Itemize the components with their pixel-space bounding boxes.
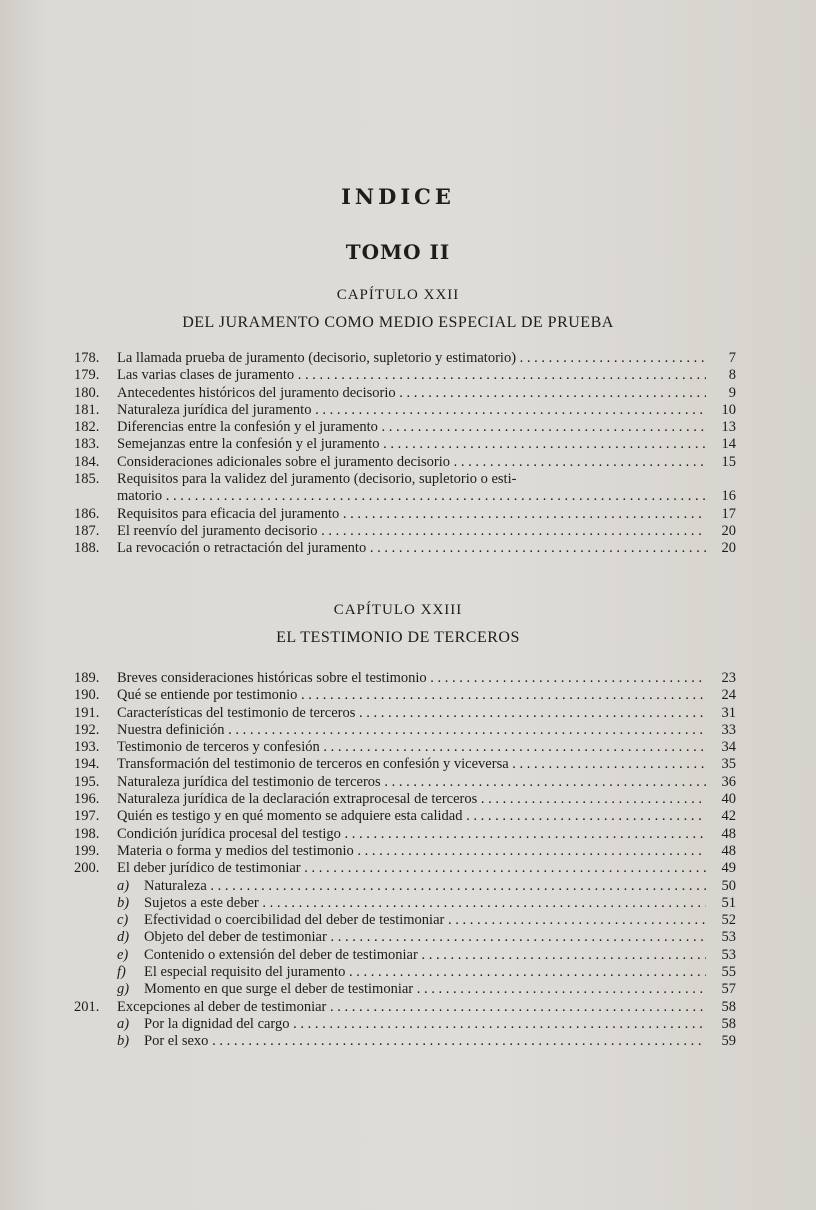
subentry-letter: a)	[117, 1015, 130, 1032]
toc-subentry	[0, 964, 816, 981]
entry-number: 191.	[74, 704, 100, 721]
toc-entry	[0, 523, 816, 540]
entry-text: Diferencias entre la confesión y el juramento . . .	[117, 419, 706, 436]
chapter-xxii-entries	[0, 350, 816, 558]
toc-entry	[0, 687, 816, 704]
page-number: 16	[721, 488, 736, 505]
page-number: 33	[721, 721, 736, 738]
entry-text: Naturaleza jurídica del juramento . . .	[117, 402, 706, 419]
toc-subentry	[0, 1016, 816, 1033]
entry-number: 190.	[74, 687, 100, 704]
entry-text: Testimonio de terceros y confesión . . .	[117, 739, 706, 756]
page-number: 53	[721, 929, 736, 946]
entry-text: Contenido o extensión del deber de testimoniar . . .	[144, 947, 706, 964]
entry-number: 182.	[74, 419, 100, 436]
entry-text: Naturaleza jurídica del testimonio de terceros . . .	[117, 774, 706, 791]
toc-entry	[0, 419, 816, 436]
page-number: 58	[721, 998, 736, 1015]
subentry-letter: e)	[117, 946, 129, 963]
toc-entry	[0, 791, 816, 808]
page-number: 40	[721, 791, 736, 808]
page-number: 34	[721, 739, 736, 756]
entry-number: 201.	[74, 998, 100, 1015]
toc-entry	[0, 385, 816, 402]
page-number: 52	[721, 912, 736, 929]
entry-number: 183.	[74, 436, 100, 453]
chapter-label: CAPÍTULO XXIII	[333, 602, 463, 618]
entry-text: Momento en que surge el deber de testimoniar . . .	[144, 981, 706, 998]
page-number: 7	[728, 350, 736, 366]
entry-text: Qué se entiende por testimonio . . .	[117, 687, 706, 704]
toc-entry	[0, 402, 816, 419]
page-number: 10	[721, 401, 736, 418]
entry-text: Materia o forma y medios del testimonio . . .	[117, 843, 706, 860]
chapter-xxiii-heading	[0, 602, 796, 647]
toc-entry	[0, 705, 816, 722]
volume-title: TOMO II	[345, 240, 451, 264]
subentry-letter: g)	[117, 981, 130, 998]
page-number: 17	[721, 505, 736, 522]
entry-text: Nuestra definición . . .	[117, 722, 706, 739]
entry-number: 179.	[74, 367, 100, 384]
toc-subentry	[0, 929, 816, 946]
subentry-letter: c)	[117, 912, 129, 929]
page-number: 49	[721, 860, 736, 877]
entry-number: 180.	[74, 384, 100, 401]
page-number: 53	[721, 946, 736, 963]
entry-text: matorio . . .	[117, 488, 706, 505]
toc-entry	[0, 436, 816, 453]
page-number: 20	[721, 522, 736, 539]
entry-number: 195.	[74, 773, 100, 790]
subentry-letter: b)	[117, 894, 130, 911]
entry-text: Transformación del testimonio de terceros en confesión y viceversa . . .	[117, 756, 706, 773]
entry-number: 192.	[74, 721, 100, 738]
toc-subentry	[0, 981, 816, 998]
entry-text: Quién es testigo y en qué momento se adquiere esta calidad . . .	[117, 808, 706, 825]
page-number: 13	[721, 419, 736, 436]
entry-text: Naturaleza . . .	[144, 878, 706, 895]
entry-text: Las varias clases de juramento . . .	[117, 367, 706, 384]
page-number: 59	[721, 1033, 736, 1050]
chapter-xxiii-entries	[0, 670, 816, 1051]
entry-number: 178.	[74, 350, 100, 366]
entry-number: 187.	[74, 522, 100, 539]
entry-number: 197.	[74, 808, 100, 825]
page-number: 23	[721, 670, 736, 686]
entry-text: Características del testimonio de terceros . . .	[117, 705, 706, 722]
toc-entry	[0, 999, 816, 1016]
entry-text: Excepciones al deber de testimoniar . . .	[117, 999, 706, 1016]
toc-entry	[0, 367, 816, 384]
page-number: 35	[721, 756, 736, 773]
toc-subentry	[0, 878, 816, 895]
page-number: 48	[721, 842, 736, 859]
toc-subentry	[0, 895, 816, 912]
entry-text: La llamada prueba de juramento (decisorio, supletorio y estimatorio) . . .	[117, 350, 706, 367]
toc-entry	[0, 722, 816, 739]
subentry-letter: d)	[117, 929, 130, 946]
entry-text: Requisitos para eficacia del juramento . . .	[117, 506, 706, 523]
toc-entry	[0, 808, 816, 825]
chapter-title: DEL JURAMENTO COMO MEDIO ESPECIAL DE PRUEBA	[182, 314, 614, 331]
entry-text: Por la dignidad del cargo . . .	[144, 1016, 706, 1033]
toc-entry	[0, 756, 816, 773]
entry-number: 199.	[74, 842, 100, 859]
entry-text: Semejanzas entre la confesión y el juramento . . .	[117, 436, 706, 453]
entry-number: 198.	[74, 825, 100, 842]
chapter-label: CAPÍTULO XXII	[336, 287, 460, 303]
chapter-title: EL TESTIMONIO DE TERCEROS	[276, 629, 520, 646]
toc-entry	[0, 488, 816, 505]
entry-number: 189.	[74, 670, 100, 686]
entry-text: Efectividad o coercibilidad del deber de testimoniar . . .	[144, 912, 706, 929]
entry-text: Breves consideraciones históricas sobre el testimonio . . .	[117, 670, 706, 687]
toc-entry	[0, 350, 816, 367]
entry-text: La revocación o retractación del juramento . . .	[117, 540, 706, 557]
toc-entry	[0, 843, 816, 860]
entry-number: 196.	[74, 791, 100, 808]
toc-entry	[0, 454, 816, 471]
subentry-letter: a)	[117, 877, 130, 894]
entry-text: Condición jurídica procesal del testigo . . .	[117, 826, 706, 843]
page-number: 50	[721, 877, 736, 894]
entry-number: 194.	[74, 756, 100, 773]
entry-number: 186.	[74, 505, 100, 522]
entry-text: El deber jurídico de testimoniar . . .	[117, 860, 706, 877]
page-number: 57	[721, 981, 736, 998]
entry-number: 184.	[74, 453, 100, 470]
entry-number: 193.	[74, 739, 100, 756]
index-title: INDICE	[341, 184, 455, 209]
toc-entry	[0, 670, 816, 687]
entry-text: Naturaleza jurídica de la declaración extraprocesal de terceros . . .	[117, 791, 706, 808]
toc-subentry	[0, 1033, 816, 1050]
toc-entry	[0, 774, 816, 791]
entry-text: Sujetos a este deber . . .	[144, 895, 706, 912]
chapter-xxii-heading	[0, 287, 796, 332]
toc-entry	[0, 826, 816, 843]
toc-entry	[0, 471, 816, 488]
subentry-letter: f)	[117, 964, 126, 981]
page-number: 42	[721, 808, 736, 825]
page-number: 20	[721, 540, 736, 557]
entry-text: Requisitos para la validez del juramento (decisorio, supletorio o esti-	[117, 471, 517, 488]
entry-text: Consideraciones adicionales sobre el juramento decisorio . . .	[117, 454, 706, 471]
toc-entry	[0, 860, 816, 877]
toc-entry	[0, 739, 816, 756]
toc-entry	[0, 540, 816, 557]
entry-text: Objeto del deber de testimoniar . . .	[144, 929, 706, 946]
page-number: 24	[721, 687, 736, 704]
page-number: 8	[728, 367, 736, 384]
page-number: 31	[721, 704, 736, 721]
page-number: 36	[721, 773, 736, 790]
page-number: 58	[721, 1015, 736, 1032]
page-number: 15	[721, 453, 736, 470]
entry-number: 181.	[74, 401, 100, 418]
toc-entry	[0, 506, 816, 523]
page-number: 48	[721, 825, 736, 842]
entry-number: 188.	[74, 540, 100, 557]
page-number: 55	[721, 964, 736, 981]
page-number: 14	[721, 436, 736, 453]
entry-text: El reenvío del juramento decisorio . . .	[117, 523, 706, 540]
entry-text: Por el sexo . . .	[144, 1033, 706, 1050]
entry-text: Antecedentes históricos del juramento decisorio . . .	[117, 385, 706, 402]
entry-number: 200.	[74, 860, 100, 877]
entry-text: El especial requisito del juramento . . .	[144, 964, 706, 981]
toc-subentry	[0, 912, 816, 929]
subentry-letter: b)	[117, 1033, 130, 1050]
page-number: 9	[728, 384, 736, 401]
toc-subentry	[0, 947, 816, 964]
page-number: 51	[721, 894, 736, 911]
entry-number: 185.	[74, 471, 100, 488]
